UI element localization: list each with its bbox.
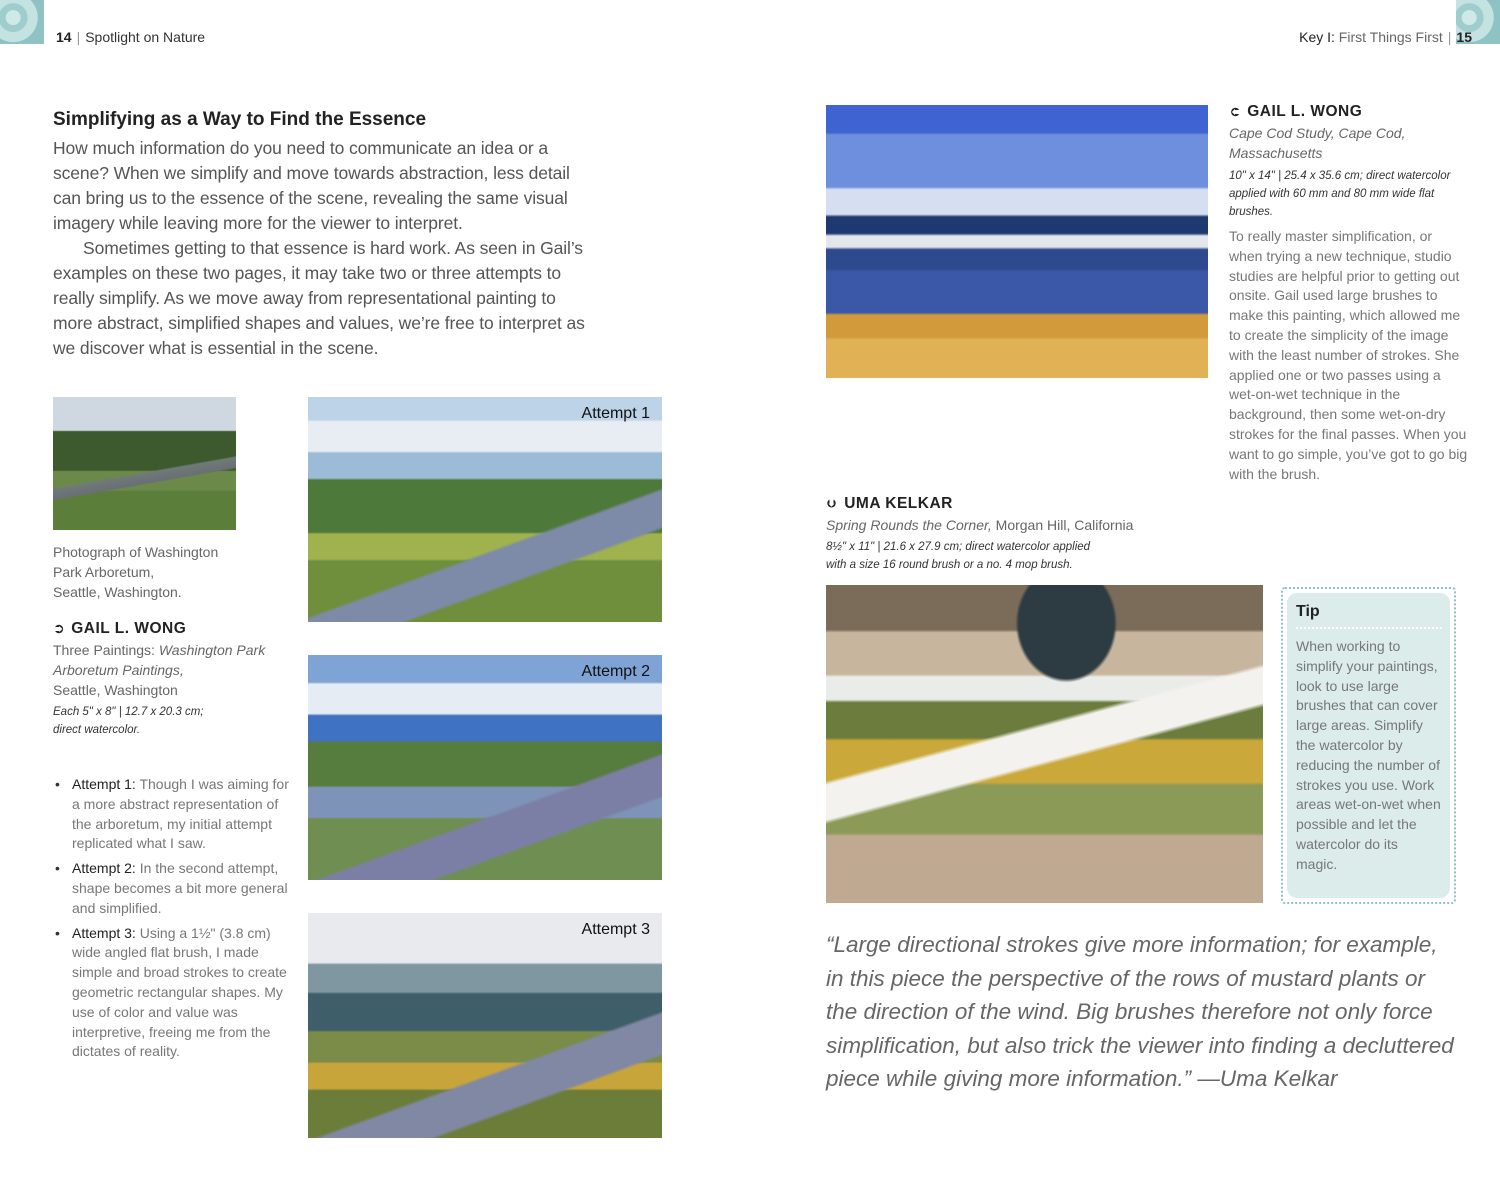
bullet-text: In the second attempt, shape becomes a bit more general and simplified. [72, 860, 288, 916]
running-header-left: 14 | Spotlight on Nature [56, 29, 206, 45]
artist-name [53, 620, 303, 638]
artist-name [826, 495, 1256, 513]
tip-box-inner [1287, 593, 1450, 898]
painting-title-cont [53, 660, 303, 680]
title-italic: Arboretum Paintings, [53, 662, 184, 678]
pull-quote [826, 928, 1456, 1096]
painting-title [826, 515, 1256, 535]
title-prefix: Three Paintings: [53, 642, 159, 658]
painting-dimensions: 10" x 14" | 25.4 x 35.6 cm; direct watercolor applied with 60 mm and 80 mm wide flat brushes. [1229, 170, 1451, 218]
title-rest: Morgan Hill, California [991, 517, 1134, 533]
bullet-text: Using a 1½" (3.8 cm) wide angled flat brush, I made simple and broad strokes to create geometric rectangular shapes. My use of color and value was interpretive, freeing me from the dictates of reality. [72, 924, 287, 1060]
photo-caption-line: Seattle, Washington. [53, 584, 182, 600]
page-number-left: 14 [56, 29, 72, 45]
arrow-down-icon: ➲ [824, 497, 841, 510]
attempt-3-painting [308, 913, 662, 1138]
painting-dimensions: 8½" x 11" | 21.6 x 27.9 cm; direct watercolor applied [826, 541, 1091, 553]
section-heading: Simplifying as a Way to Find the Essence [53, 109, 427, 130]
attempt-1-label: Attempt 1 [581, 405, 650, 422]
attempt-2-painting [308, 655, 662, 880]
tip-body: When working to simplify your paintings, look to use large brushes that can cover large areas. Simplify the watercolor by reducing the number of strokes you use. Work areas wet-on-wet when possible and let the watercolor do its magic. [1296, 638, 1441, 872]
mustard-field-painting [826, 585, 1263, 903]
title-italic: Spring Rounds the Corner, [826, 517, 992, 533]
painting-medium: direct watercolor. [53, 724, 141, 736]
quote-text: “Large directional strokes give more information; for example, in this piece the perspective of the rows of mustard plants or the direction of the wind. Big brushes therefore not only force simplification, but also trick the viewer into finding a decluttered piece while giving more information.” [826, 932, 1454, 1091]
attempt-3-label: Attempt 3 [581, 921, 650, 938]
tip-box [1281, 587, 1456, 904]
painting-dimensions: Each 5" x 8" | 12.7 x 20.3 cm; [53, 706, 204, 718]
painting-location: Massachusetts [1229, 145, 1323, 161]
running-header-right: Key I: First Things First | 15 [1299, 29, 1472, 45]
intro-paragraph-1: How much information do you need to communicate an idea or a scene? When we simplify and move towards abstraction, less detail can bring us to the essence of the scene, revealing the same visual imagery while leaving more for the viewer to interpret. [53, 138, 570, 233]
arrow-left-icon: ➲ [1229, 103, 1242, 119]
cape-cod-painting [826, 105, 1208, 378]
photo-caption-line: Park Arboretum, [53, 564, 155, 580]
arrow-right-icon: ➲ [53, 620, 66, 636]
bullet-label: Attempt 2: [72, 860, 136, 877]
bullet-label: Attempt 3: [72, 924, 136, 941]
attempt-list [53, 775, 298, 1067]
running-header-left-title: Spotlight on Nature [85, 29, 206, 45]
arboretum-photograph [53, 397, 236, 530]
gail-right-credit [1229, 103, 1469, 484]
bullet-text: Though I was aiming for a more abstract representation of the arboretum, my initial attempt replicated what I saw. [72, 776, 289, 852]
photo-caption-line: Photograph of Washington [53, 544, 219, 560]
painting-location: Seattle, Washington [53, 682, 178, 698]
artist-name [1229, 103, 1469, 121]
attempt-2-label: Attempt 2 [581, 663, 650, 680]
artist-name-text: UMA KELKAR [844, 495, 953, 512]
running-header-right-title: First Things First [1338, 29, 1443, 45]
painting-title: Cape Cod Study, Cape Cod, [1229, 125, 1406, 141]
list-item [53, 775, 298, 854]
uma-credit [826, 495, 1256, 574]
intro-text [53, 136, 593, 361]
cape-cod-description: To really master simplification, or when trying a new technique, studio studies are helpful prior to getting out onsite. Gail used large brushes to make this painting, which allowed me to create the simplicity of the image with the least number of strokes. She applied one or two passes using a wet-on-wet technique in the background, then some wet-on-dry strokes for the final passes. When you want to go simple, you’ve got to go big with the brush. [1229, 228, 1468, 482]
page-number-right: 15 [1456, 29, 1472, 45]
list-item [53, 924, 298, 1063]
painting-medium: with a size 16 round brush or a no. 4 mop brush. [826, 559, 1073, 571]
running-header-key: Key I: [1299, 29, 1335, 45]
list-item [53, 859, 298, 918]
title-italic: Washington Park [158, 642, 266, 658]
photo-caption [53, 542, 253, 602]
bullet-label: Attempt 1: [72, 776, 136, 792]
quote-attribution: —Uma Kelkar [1191, 1066, 1338, 1091]
corner-decoration-left [0, 0, 44, 44]
artist-name-text: GAIL L. WONG [1247, 103, 1363, 120]
tip-title: Tip [1296, 603, 1442, 629]
intro-paragraph-2: Sometimes getting to that essence is hard work. As seen in Gail’s examples on these two pages, it may take two or three attempts to really simplify. As we move away from representational painting to more abstract, simplified shapes and values, we’re free to interpret as we discover what is essential in the scene. [53, 238, 585, 358]
painting-title [53, 640, 303, 660]
attempt-1-painting [308, 397, 662, 622]
artist-name-text: GAIL L. WONG [71, 620, 187, 637]
gail-left-credit [53, 620, 303, 739]
